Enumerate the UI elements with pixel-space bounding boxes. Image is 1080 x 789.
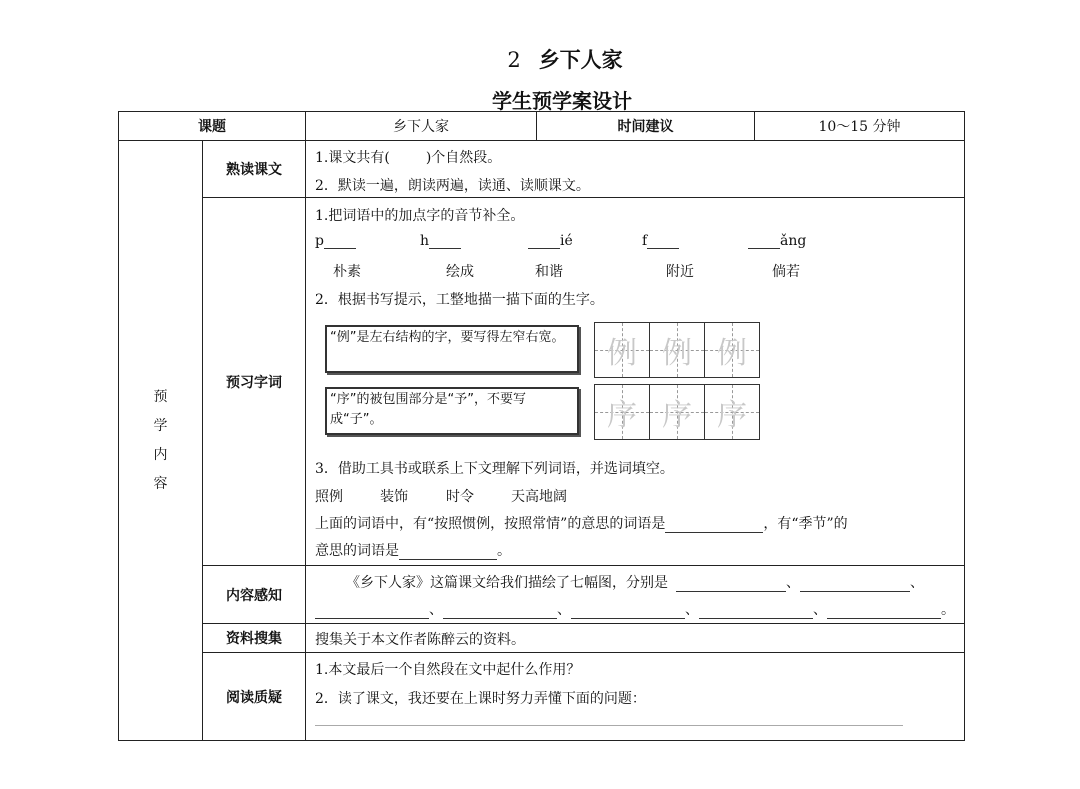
perception-label: 内容感知 — [203, 566, 306, 624]
word-2: 绘成 — [446, 264, 474, 280]
preview-q1: 1.把词语中的加点字的音节补全。 — [315, 208, 525, 224]
side-char: 预 — [153, 388, 168, 405]
answer-blank[interactable] — [699, 604, 813, 619]
vocab-word-4: 天高地阔 — [511, 489, 567, 505]
tracing-cell[interactable]: 序 — [705, 385, 759, 439]
answer-blank[interactable] — [676, 577, 786, 592]
vocab-word-3: 时令 — [446, 489, 474, 505]
questions-content — [306, 653, 965, 741]
preview-row — [119, 198, 965, 566]
research-row — [119, 624, 965, 653]
preview-q3: 3．借助工具书或联系上下文理解下列词语，并选词填空。 — [315, 461, 674, 477]
reading-line-1: 1.课文共有( )个自然段。 — [315, 150, 502, 166]
word-3: 和谐 — [535, 264, 563, 280]
lesson-number: 2 — [507, 48, 521, 72]
writing-hint-2: “序”的被包围部分是“予”，不要写成“子”。 — [325, 387, 579, 435]
tracing-cell[interactable]: 序 — [595, 385, 650, 439]
writing-hint-1: “例”是左右结构的字，要写得左窄右宽。 — [325, 325, 579, 373]
tracing-cell[interactable]: 序 — [650, 385, 705, 439]
word-1: 朴素 — [333, 264, 361, 280]
tracing-grid-2 — [594, 384, 760, 440]
pinyin-item-2: h — [420, 233, 461, 249]
research-label: 资料搜集 — [203, 624, 306, 653]
question-1: 1.本文最后一个自然段在文中起什么作用？ — [315, 662, 581, 678]
perception-line-2: 、 、 、 、 。 — [315, 599, 955, 619]
lesson-title — [0, 44, 1080, 74]
perception-row — [119, 566, 965, 624]
preview-q2: 2．根据书写提示，工整地描一描下面的生字。 — [315, 292, 604, 308]
tracing-cell[interactable]: 例 — [705, 323, 759, 377]
fill-blank-2[interactable] — [399, 545, 497, 560]
pinyin-item-4: f — [642, 233, 679, 249]
vocab-word-2: 装饰 — [380, 489, 408, 505]
tracing-cell[interactable]: 例 — [595, 323, 650, 377]
research-content — [306, 624, 965, 653]
worksheet-table — [118, 111, 965, 741]
preview-label: 预习字词 — [203, 198, 306, 566]
topic-label: 课题 — [119, 112, 306, 141]
pinyin-item-3: ié — [528, 233, 573, 249]
reading-line-2: 2．默读一遍，朗读两遍，读通、读顺课文。 — [315, 178, 590, 194]
worksheet-title: 学生预学案设计 — [492, 89, 632, 113]
topic-value: 乡下人家 — [306, 112, 537, 141]
lesson-name: 乡下人家 — [538, 48, 623, 72]
fill-blank-1[interactable] — [665, 518, 763, 533]
answer-blank[interactable] — [315, 604, 429, 619]
fill-line-1: 上面的词语中，有“按照惯例，按照常情”的意思的词语是 ，有“季节”的 — [315, 516, 848, 532]
vocab-word-1: 照例 — [315, 489, 343, 505]
word-5: 倘若 — [772, 264, 800, 280]
questions-label: 阅读质疑 — [203, 653, 306, 741]
side-char: 内 — [153, 446, 168, 463]
answer-blank[interactable] — [800, 577, 910, 592]
answer-blank[interactable] — [827, 604, 941, 619]
word-4: 附近 — [666, 264, 694, 280]
reading-row — [119, 141, 965, 198]
header-row — [119, 112, 965, 141]
perception-line-1: 《乡下人家》这篇课文给我们描绘了七幅图，分别是 、 、 — [346, 575, 924, 591]
answer-line[interactable] — [315, 725, 903, 726]
questions-row — [119, 653, 965, 741]
fill-line-2: 意思的词语是 。 — [315, 543, 511, 559]
time-value: 10～15 分钟 — [755, 112, 965, 141]
answer-blank[interactable] — [571, 604, 685, 619]
time-label: 时间建议 — [537, 112, 755, 141]
question-2: 2．读了课文，我还要在上课时努力弄懂下面的问题： — [315, 691, 646, 707]
reading-content — [306, 141, 965, 198]
pinyin-item-5: ǎng — [748, 233, 806, 249]
side-char: 学 — [153, 417, 168, 434]
tracing-cell[interactable]: 例 — [650, 323, 705, 377]
perception-content — [306, 566, 965, 624]
tracing-grid-1 — [594, 322, 760, 378]
research-text: 搜集关于本文作者陈醉云的资料。 — [315, 632, 525, 648]
answer-blank[interactable] — [443, 604, 557, 619]
side-label — [119, 141, 203, 741]
side-char: 容 — [153, 475, 168, 492]
pinyin-item-1: p — [315, 233, 356, 249]
preview-content — [306, 198, 965, 566]
reading-label: 熟读课文 — [203, 141, 306, 198]
